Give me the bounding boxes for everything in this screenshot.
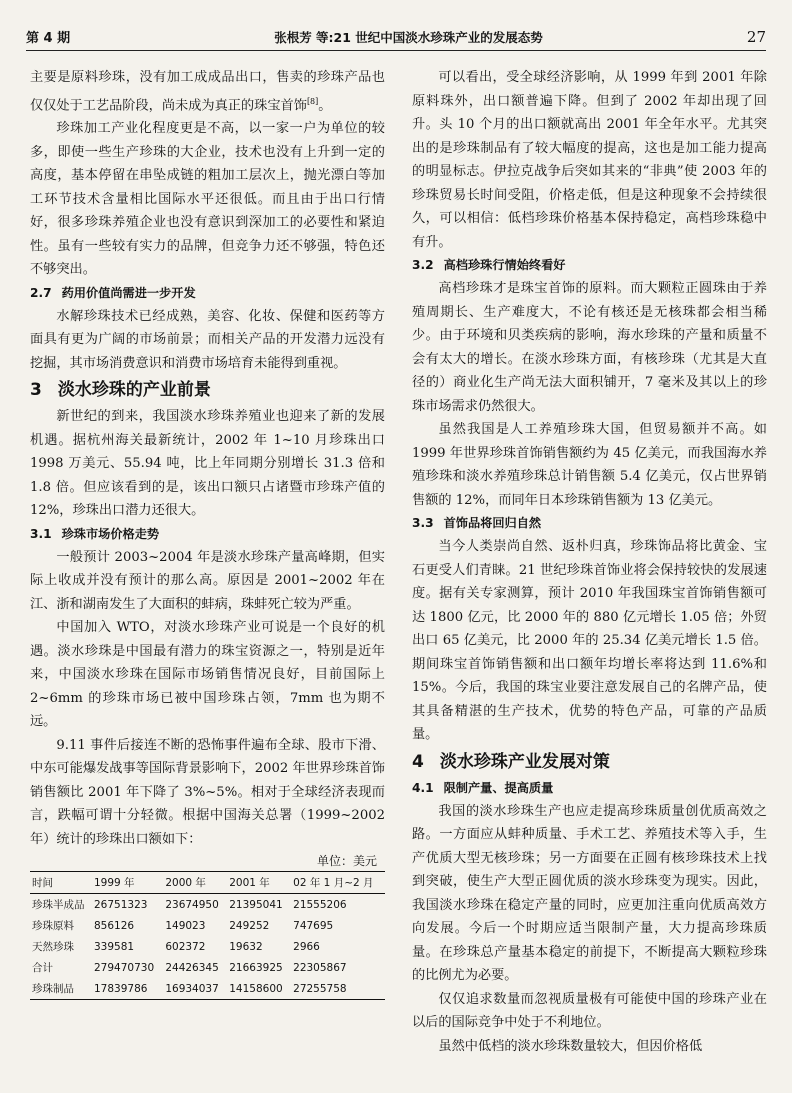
paragraph: 9.11 事件后接连不断的恐怖事件遍布全球、股市下滑、中东可能爆发战事等国际背景影响下，2002 年世界珍珠首饰销售额比 2001 年下降了 3%~5%。相对于全球经济表现而言，跌幅可谓十分轻微。根据中国海关总署（1999~2002 年）统计的珍珠出口额如下： [30, 737, 385, 847]
table-cell: 珍珠半成品 [32, 899, 85, 912]
table-row [30, 957, 385, 978]
table-row [30, 894, 385, 916]
table-cell: 21395041 [229, 898, 283, 911]
table-cell: 珍珠原料 [32, 920, 74, 933]
paragraph: 珍珠加工产业化程度更是不高，以一家一户为单位的较多，即使一些生产珍珠的大企业，技术也没有上升到一定的高度，基本停留在串坠成链的粗加工层次上，抛光漂白等加工环节技术含量相比国际水平还很低。而且由于出口行情好，很多珍珠养殖企业也没有意识到深加工的必要性和紧迫性。虽有一些较有实力的品牌，但竞争力还不够强，特色还不够突出。 [30, 121, 385, 278]
table-header-cell: 2000 年 [165, 877, 206, 890]
table-header-cell: 1999 年 [94, 877, 135, 890]
paragraph: 中国加入 WTO，对淡水珍珠产业可说是一个良好的机遇。淡水珍珠是中国最有潜力的珠宝资源之一，特别是近年来，中国淡水珍珠在国际市场销售情况良好，目前国际上 2~6mm 的珍珠市场已被中国珍珠占领，7mm 也为期不远。 [30, 620, 385, 730]
table-cell: 21555206 [293, 898, 347, 911]
table-cell: 14158600 [229, 982, 283, 995]
table-header-row [30, 872, 385, 894]
table-cell: 249252 [229, 919, 270, 932]
table-header-cell: 02 年 1 月~2 月 [293, 877, 374, 890]
paragraph: 主要是原料珍珠，没有加工成成品出口，售卖的珍珠产品也仅仅处于工艺品阶段，尚未成为真正的珠宝首饰[8]。 [30, 70, 385, 113]
page-number: 27 [746, 28, 766, 46]
table-cell: 747695 [293, 919, 334, 932]
table-row [30, 915, 385, 936]
table-cell: 279470730 [94, 961, 155, 974]
running-title: 张根芳 等:21 世纪中国淡水珍珠产业的发展态势 [274, 30, 543, 45]
section-heading-3-2: 3.2 高档珍珠行情始终看好 [412, 258, 566, 272]
table-row [30, 936, 385, 957]
paragraph: 我国的淡水珍珠生产也应走提高珍珠质量创优质高效之路。一方面应从蚌种质量、手术工艺、养殖技术等入手，生产优质大型无核珍珠；另一方面要在正圆有核珍珠技术上找到突破，使生产大型正圆优质的淡水珍珠变为现实。因此，我国淡水珍珠在稳定产量的同时，应更加注重向优质高效方向发展。今后一个时期应适当限制产量，大力提高珍珠质量。在珍珠总产量基本稳定的前提下，不断提高大颗粒珍珠的比例尤为必要。 [412, 803, 767, 983]
table-cell: 天然珍珠 [32, 941, 74, 954]
paragraph: 仅仅追求数量而忽视质量极有可能使中国的珍珠产业在以后的国际竞争中处于不利地位。 [412, 991, 767, 1030]
section-heading-2-7: 2.7 药用价值尚需进一步开发 [30, 285, 196, 300]
table-row [30, 978, 385, 1000]
section-heading-3: 3 淡水珍珠的产业前景 [30, 380, 211, 401]
table-cell: 21663925 [229, 961, 283, 974]
paragraph: 一般预计 2003~2004 年是淡水珍珠产量高峰期，但实际上收成并没有预计的那么高。原因是 2001~2002 年在江、浙和湖南发生了大面积的蚌病，珠蚌死亡较为严重。 [30, 549, 385, 612]
table-cell: 27255758 [293, 982, 347, 995]
export-table [30, 871, 385, 1000]
citation[interactable]: [8] [306, 96, 319, 106]
table-cell: 22305867 [293, 961, 347, 974]
paragraph: 新世纪的到来，我国淡水珍珠养殖业也迎来了新的发展机遇。据杭州海关最新统计，2002 年 1~10 月珍珠出口 1998 万美元、55.94 吨，比上年同期分别增长 31.3 倍和 1.8 倍。但应该看到的是，该出口额只占诸暨市珍珠产值的 12%，珍珠出口潜力还很大。 [30, 409, 385, 519]
table-cell: 2966 [293, 940, 320, 953]
table-cell: 339581 [94, 940, 135, 953]
section-heading-3-3: 3.3 首饰品将回归自然 [412, 516, 542, 530]
table-cell: 17839786 [94, 982, 148, 995]
table-header-cell: 时间 [32, 877, 53, 890]
section-heading-4-1: 4.1 限制产量、提高质量 [412, 780, 554, 795]
paragraph: 虽然中低档的淡水珍珠数量较大，但因价格低 [438, 1038, 703, 1054]
section-heading-4: 4 淡水珍珠产业发展对策 [412, 751, 610, 772]
table-cell: 16934037 [165, 982, 219, 995]
table-cell: 602372 [165, 940, 206, 953]
right-column [412, 66, 767, 1058]
paragraph: 水解珍珠技术已经成熟，美容、化妆、保健和医药等方面具有更为广阔的市场前景；而相关产品的开发潜力远没有挖掘，其市场消费意识和消费市场培育未能得到重视。 [30, 308, 385, 371]
table-cell: 合计 [32, 962, 53, 975]
table-cell: 149023 [165, 919, 206, 932]
table-header-cell: 2001 年 [229, 877, 270, 890]
paragraph: 当今人类崇尚自然、返朴归真，珍珠饰品将比黄金、宝石更受人们青睐。21 世纪珍珠首饰业将会保持较快的发展速度。据有关专家测算，预计 2010 年我国珠宝首饰销售额可达 1800 亿元，比 2000 年的 880 亿元增长 1.05 倍；外贸出口 65 亿美元，比 2000 年的 25.34 亿美元增长 1.5 倍。期间珠宝首饰销售额和出口额年均增长率将达到 11.6%和 15%。今后，我国的珠宝业要注意发展自己的名牌产品，使其具备精湛的生产技术，优势的特色产品，可靠的产品质量。 [412, 539, 767, 742]
table-unit: 单位：美元 [316, 854, 377, 869]
table-cell: 26751323 [94, 898, 148, 911]
section-heading-3-1: 3.1 珍珠市场价格走势 [30, 526, 160, 541]
issue-number: 第 4 期 [26, 31, 71, 46]
table-cell: 856126 [94, 919, 135, 932]
table-cell: 24426345 [165, 961, 219, 974]
table-cell: 19632 [229, 940, 263, 953]
paragraph: 虽然我国是人工养殖珍珠大国，但贸易额并不高。如 1999 年世界珍珠首饰销售额约为 45 亿美元，而我国海水养殖珍珠和淡水养殖珍珠总计销售额 5.4 亿美元，仅占世界销售额的 12%，而同年日本珍珠销售额为 13 亿美元。 [412, 422, 767, 508]
left-column [30, 66, 385, 1000]
table-cell: 23674950 [165, 898, 219, 911]
table-cell: 珍珠制品 [32, 983, 74, 996]
paragraph: 高档珍珠才是珠宝首饰的原料。而大颗粒正圆珠由于养殖周期长、生产难度大，不论有核还是无核珠都会相当稀少。由于环境和贝类疾病的影响，海水珍珠的产量和质量不会有太大的增长。在淡水珍珠方面，有核珍珠（尤其是大直径的）商业化生产尚无法大面积铺开，7 毫米及其以上的珍珠市场需求仍然很大。 [412, 281, 767, 414]
running-header [26, 24, 766, 51]
paragraph: 可以看出，受全球经济影响，从 1999 年到 2001 年除原料珠外，出口额普遍下降。但到了 2002 年却出现了回升。头 10 个月的出口额就高出 2001 年全年水平。尤其突出的是珍珠制品有了较大幅度的提高，这也是加工能力提高的明显标志。伊拉克战争后突如其来的“非典”使 2003 年的珍珠贸易长时间受阻，价格走低，但是这种现象不会持续很久，可以相信：低档珍珠价格基本保持稳定，高档珍珠稳中有升。 [412, 70, 767, 250]
